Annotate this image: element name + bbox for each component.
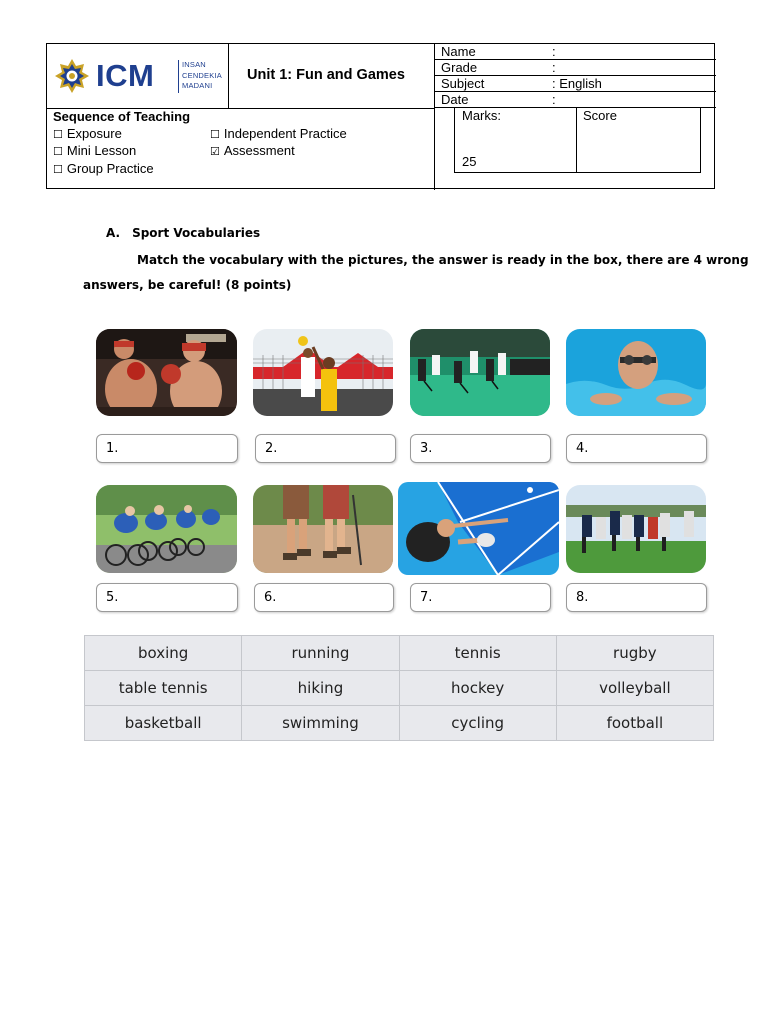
checkbox-exposure[interactable]: ☐ Exposure xyxy=(53,126,122,141)
unit-title: Unit 1: Fun and Games xyxy=(247,67,405,83)
word-bank-cell: swimming xyxy=(242,706,399,741)
word-bank-cell: tennis xyxy=(399,636,556,671)
unit-cell xyxy=(229,44,435,108)
school-logo xyxy=(47,44,229,108)
logo-subtitle: INSAN CENDEKIA MADANI xyxy=(182,60,222,90)
hockey-photo xyxy=(410,329,550,416)
worksheet-header xyxy=(46,43,715,189)
sequence-title: Sequence of Teaching xyxy=(53,109,191,124)
name-field[interactable]: Name : xyxy=(435,44,716,60)
star-emblem-icon xyxy=(54,58,90,94)
word-bank-row xyxy=(85,636,714,671)
word-bank-row xyxy=(85,706,714,741)
word-bank-table xyxy=(84,635,714,741)
answer-field-4[interactable]: 4. xyxy=(566,434,707,463)
answer-field-3[interactable]: 3. xyxy=(410,434,551,463)
cycling-photo xyxy=(96,485,237,573)
answer-field-1[interactable]: 1. xyxy=(96,434,238,463)
subject-field: Subject : English xyxy=(435,76,716,92)
answer-field-6[interactable]: 6. xyxy=(254,583,394,612)
grade-field[interactable]: Grade : xyxy=(435,60,716,76)
table-tennis-photo xyxy=(398,482,559,575)
section-heading: A. Sport Vocabularies xyxy=(106,226,261,240)
sequence-of-teaching xyxy=(47,108,435,190)
rugby-photo xyxy=(566,485,706,573)
answer-field-5[interactable]: 5. xyxy=(96,583,238,612)
checkbox-checked-icon: ☑ xyxy=(210,145,220,158)
word-bank-cell: boxing xyxy=(85,636,242,671)
word-bank-cell: running xyxy=(242,636,399,671)
checkbox-empty-icon: ☐ xyxy=(53,145,63,158)
marks-box xyxy=(454,108,701,173)
checkbox-mini-lesson[interactable]: ☐ Mini Lesson xyxy=(53,143,137,158)
word-bank-cell: rugby xyxy=(556,636,713,671)
date-field[interactable]: Date : xyxy=(435,92,716,108)
checkbox-group-practice[interactable]: ☐ Group Practice xyxy=(53,161,154,176)
word-bank-cell: cycling xyxy=(399,706,556,741)
swimming-photo xyxy=(566,329,706,416)
answer-field-2[interactable]: 2. xyxy=(255,434,396,463)
logo-divider xyxy=(178,60,179,93)
answer-field-8[interactable]: 8. xyxy=(566,583,707,612)
boxing-photo xyxy=(96,329,237,416)
word-bank-cell: hiking xyxy=(242,671,399,706)
marks-label: Marks: xyxy=(462,108,501,123)
word-bank-cell: football xyxy=(556,706,713,741)
answer-field-7[interactable]: 7. xyxy=(410,583,551,612)
checkbox-empty-icon: ☐ xyxy=(210,128,220,141)
word-bank-cell: volleyball xyxy=(556,671,713,706)
score-field[interactable]: Score xyxy=(583,108,617,123)
word-bank-cell: basketball xyxy=(85,706,242,741)
checkbox-empty-icon: ☐ xyxy=(53,128,63,141)
word-bank-row xyxy=(85,671,714,706)
checkbox-assessment[interactable]: ☑ Assessment xyxy=(210,143,295,158)
marks-divider xyxy=(576,108,577,172)
marks-total: 25 xyxy=(462,154,477,169)
logo-wordmark: ICM xyxy=(96,58,155,93)
hiking-photo xyxy=(253,485,393,573)
instruction-line-2: answers, be careful! (8 points) xyxy=(83,278,292,292)
checkbox-empty-icon: ☐ xyxy=(53,163,63,176)
instruction-line-1: Match the vocabulary with the pictures, the answer is ready in the box, there are 4 wrong xyxy=(137,253,749,267)
volleyball-photo xyxy=(253,329,393,416)
word-bank-cell: hockey xyxy=(399,671,556,706)
checkbox-independent-practice[interactable]: ☐ Independent Practice xyxy=(210,126,347,141)
word-bank-cell: table tennis xyxy=(85,671,242,706)
